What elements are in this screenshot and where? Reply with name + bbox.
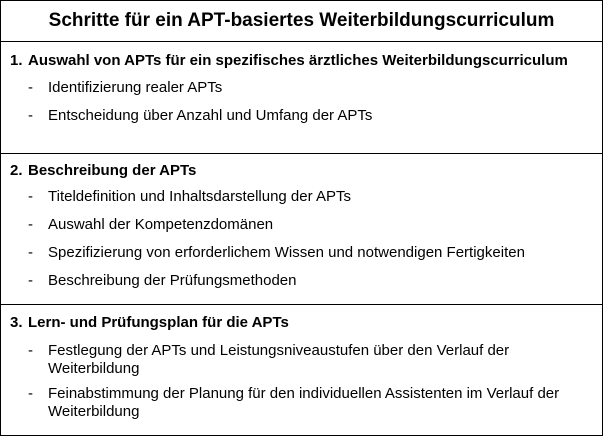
dash-bullet: -	[28, 188, 33, 205]
dash-bullet: -	[28, 385, 33, 402]
section-items	[10, 188, 594, 290]
list-item	[10, 385, 594, 421]
dash-bullet: -	[28, 216, 33, 233]
list-item-text: Feinabstimmung der Planung für den individuellen Assistenten im Verlauf der Weiterbildung	[48, 385, 560, 420]
dash-bullet: -	[28, 342, 33, 359]
section-heading-text: Lern- und Prüfungsplan für die APTs	[28, 314, 289, 331]
list-item	[10, 107, 594, 125]
list-item-text: Titeldefinition und Inhaltsdarstellung der APTs	[48, 188, 351, 205]
dash-bullet: -	[28, 107, 33, 124]
section-heading-text: Auswahl von APTs für ein spezifisches ärztliches Weiterbildungscurriculum	[28, 52, 568, 69]
dash-bullet: -	[28, 79, 33, 96]
list-item-text: Entscheidung über Anzahl und Umfang der APTs	[48, 107, 373, 124]
list-item-text: Identifizierung realer APTs	[48, 79, 223, 96]
dash-bullet: -	[28, 272, 33, 289]
list-item-text: Auswahl der Kompetenzdomänen	[48, 216, 274, 233]
section-heading	[10, 314, 594, 332]
section-description	[1, 154, 602, 305]
section-selection	[1, 42, 602, 154]
list-item-text: Festlegung der APTs und Leistungsniveaustufen über den Verlauf der Weiterbildung	[48, 342, 510, 377]
dash-bullet: -	[28, 244, 33, 261]
section-items	[10, 79, 594, 125]
list-item	[10, 188, 594, 206]
list-item	[10, 272, 594, 290]
table-title: Schritte für ein APT-basiertes Weiterbildungscurriculum	[1, 1, 602, 42]
section-number: 2.	[10, 162, 23, 179]
section-plan	[1, 305, 602, 434]
list-item	[10, 79, 594, 97]
list-item-text: Beschreibung der Prüfungsmethoden	[48, 272, 297, 289]
section-heading	[10, 52, 594, 70]
list-item	[10, 216, 594, 234]
section-number: 3.	[10, 314, 23, 331]
section-heading	[10, 162, 594, 180]
list-item-text: Spezifizierung von erforderlichem Wissen und notwendigen Fertigkeiten	[48, 244, 525, 261]
list-item	[10, 342, 594, 378]
section-number: 1.	[10, 52, 23, 69]
section-items	[10, 342, 594, 421]
section-heading-text: Beschreibung der APTs	[28, 162, 197, 179]
list-item	[10, 244, 594, 262]
